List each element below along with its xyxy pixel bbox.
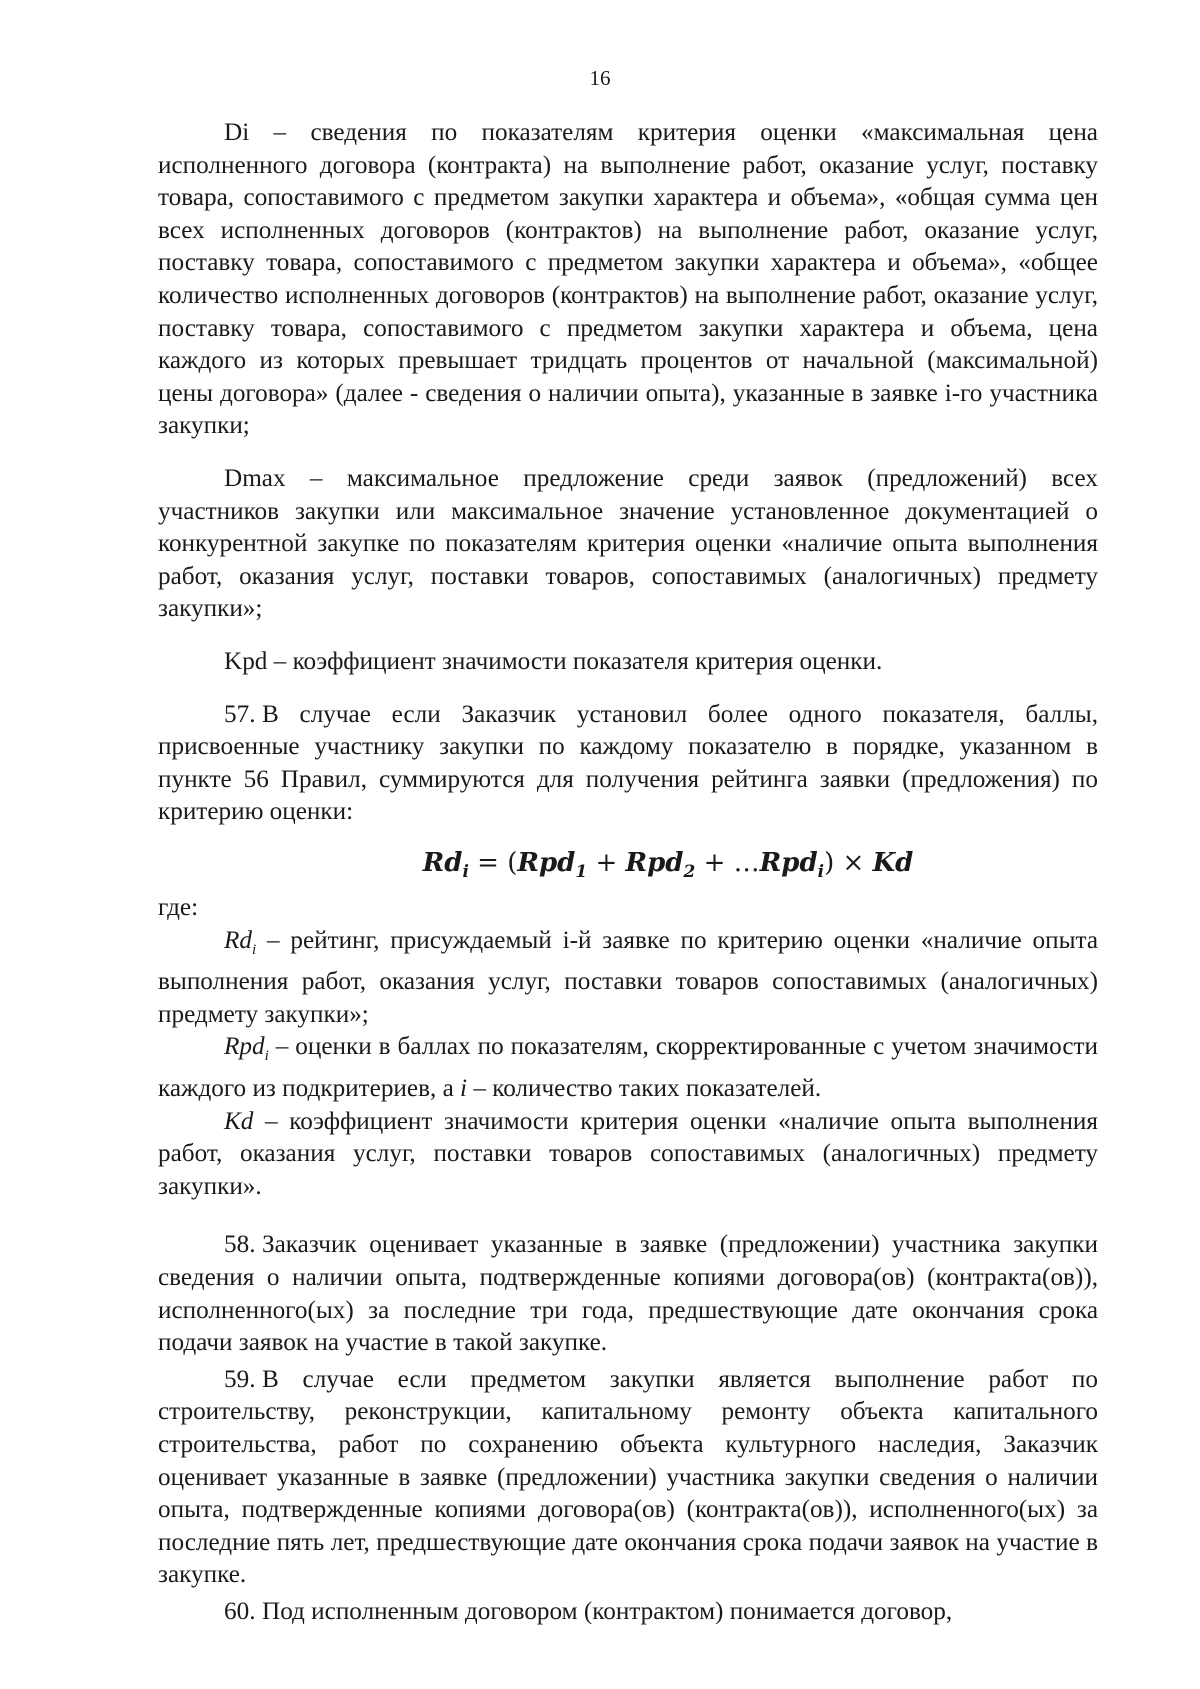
paragraph-57 (158, 699, 1098, 829)
formula-eq: = ( (468, 847, 518, 878)
rpd-text-2: – количество таких показателей. (467, 1075, 822, 1103)
formula-lhs: Rd (422, 847, 463, 878)
formula-term-1: Rpd (517, 847, 576, 878)
rating-formula (158, 845, 1098, 890)
formula-lhs-sub: i (462, 862, 469, 883)
formula-plus-1: + (587, 847, 626, 878)
document-body (158, 117, 1098, 1629)
rd-subscript: i (251, 941, 257, 958)
formula-term-2-sub: 2 (683, 862, 696, 883)
formula-term-3-sub: i (817, 862, 825, 883)
kd-symbol: Kd (224, 1107, 254, 1135)
formula-kd: Kd (872, 847, 914, 878)
paragraph-text: Под исполненным договором (контрактом) понимается договор, (262, 1598, 953, 1625)
where-label: где: (158, 894, 199, 922)
formula-term-3: Rpd (759, 847, 818, 878)
kd-text: – коэффициент значимости критерия оценки «наличие опыта выполнения работ, оказания услуг, поставки товаров сопоставимых (аналогичных) предмету закупки». (158, 1107, 1098, 1200)
rd-text: – рейтинг, присуждаемый i-й заявке по критерию оценки «наличие опыта выполнения работ, оказания услуг, поставки товаров сопоставимых (аналогичных) предмету закупки»; (158, 926, 1098, 1028)
paragraph-kd-definition (158, 1106, 1098, 1204)
rpd-symbol: Rpd (224, 1033, 265, 1061)
paragraph-number: 59. (224, 1365, 256, 1393)
paragraph-kpd-definition: Kpd – коэффициент значимости показателя критерия оценки. (224, 647, 883, 675)
rd-symbol: Rd (224, 926, 252, 954)
rpd-subscript: i (264, 1048, 269, 1065)
paragraph-60 (158, 1596, 1098, 1629)
paragraph-rd-definition (158, 925, 1098, 1032)
paragraph-rpd-definition (158, 1031, 1098, 1105)
paragraph-dmax-definition: Dmax – максимальное предложение среди заявок (предложений) всех участников закупки или максимальное значение установленное документацией о конкурентной закупке по показателям критерия оценки «наличие опыта выполнения работ, оказания услуг, поставки товаров, сопоставимых (аналогичных) предмету закупки»; (158, 464, 1098, 623)
paragraph-58 (158, 1229, 1098, 1359)
paragraph-number: 58. (224, 1231, 256, 1259)
page-number: 16 (589, 66, 611, 90)
paragraph-di-definition: Di – сведения по показателям критерия оценки «максимальная цена исполненного договора (контракта) на выполнение работ, оказание услуг, поставку товара, сопоставимого с предметом закупки характера и объема», «общая сумма цен всех исполненных договоров (контрактов) на выполнение работ, оказание услуг, поставку товара, сопоставимого с предметом закупки характера и объема», «общее количество исполненных договоров (контрактов) на выполнение работ, оказание услуг, поставку товара, сопоставимого с предметом закупки характера и объема, цена каждого из которых превышает тридцать процентов от начальной (максимальной) цены договора» (далее - сведения о наличии опыта), указанные в заявке i-го участника закупки; (158, 119, 1098, 440)
formula-term-1-sub: 1 (575, 862, 588, 883)
paragraph-text: В случае если Заказчик установил более одного показателя, баллы, присвоенные участнику закупки по каждому показателю в порядке, указанном в пункте 56 Правил, суммируются для получения рейтинга заявки (предложения) по критерию оценки: (158, 700, 1098, 826)
paragraph-text: Заказчик оценивает указанные в заявке (предложении) участника закупки сведения о наличии опыта, подтвержденные копиями договора(ов) (контракта(ов)), исполненного(ых) за последние три года, предшествующие дате окончания срока подачи заявок на участие в такой закупке. (158, 1231, 1098, 1357)
paragraph-number: 57. (224, 700, 256, 728)
rpd-i: i (460, 1075, 468, 1103)
formula-close: ) × (824, 847, 873, 878)
formula-plus-2: + … (695, 847, 760, 878)
paragraph-number: 60. (224, 1598, 256, 1625)
paragraph-59 (158, 1364, 1098, 1592)
formula-term-2: Rpd (625, 847, 684, 878)
paragraph-text: В случае если предметом закупки является выполнение работ по строительству, реконструкции, капитальному ремонту объекта капитального строительства, работ по сохранению объекта культурного наследия, Заказчик оценивает указанные в заявке (предложении) участника закупки сведения о наличии опыта, подтвержденные копиями договора(ов) (контракта(ов)), исполненного(ых) за последние пять лет, предшествующие дате окончания срока подачи заявок на участие в закупке. (158, 1365, 1098, 1589)
rpd-text-1: – оценки в баллах по показателям, скорректированные с учетом значимости каждого из подкритериев, а (158, 1033, 1098, 1103)
